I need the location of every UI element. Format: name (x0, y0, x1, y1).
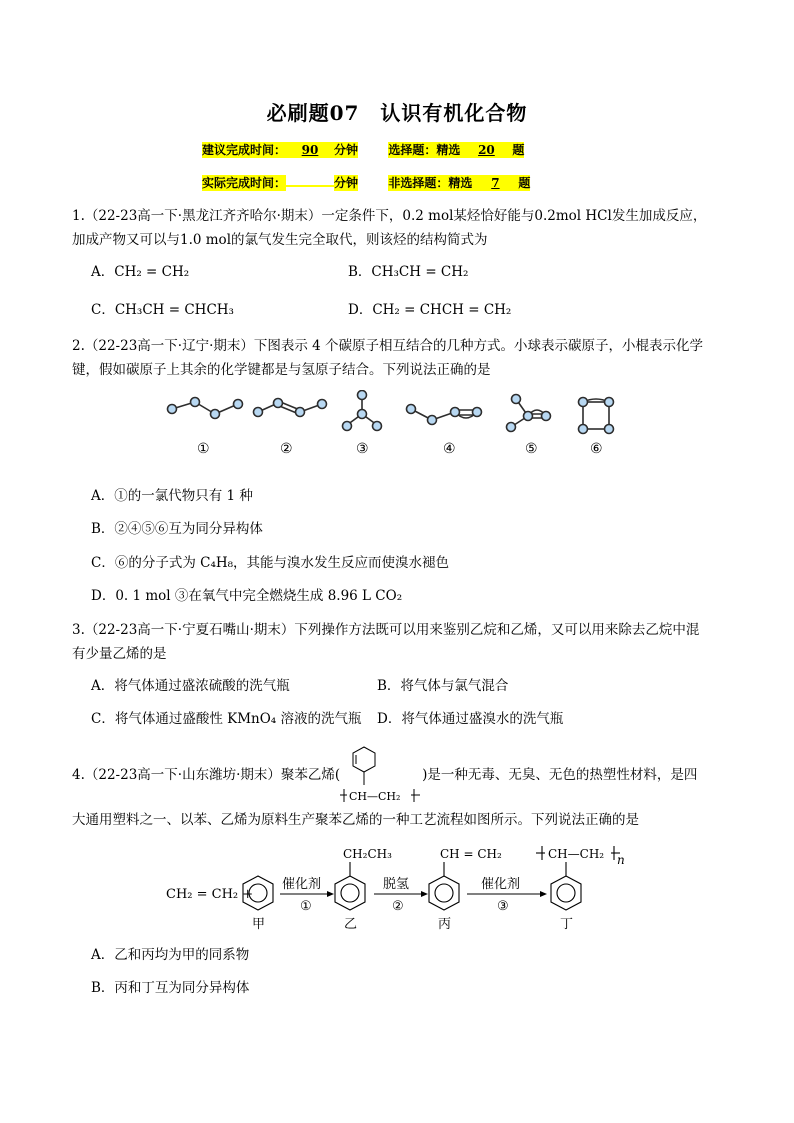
label-yi: 乙 (344, 917, 358, 932)
skeleton-label-4: ④ (443, 441, 456, 457)
q3-option-a: A．将气体通过盛浓硫酸的洗气瓶 (91, 678, 290, 694)
inline-formula-text: CH—CH₂ (349, 790, 401, 803)
skeleton-6 (579, 398, 614, 434)
polymer-n: n (617, 853, 625, 867)
suggest-time-label: 建议完成时间： (202, 143, 287, 157)
q4-text-part2: )是一种无毒、无臭、无色的热塑性材料，是四 (422, 767, 698, 783)
step3-reagent: 催化剂 (481, 877, 521, 892)
skeleton-3 (343, 391, 382, 431)
question-2 (72, 334, 732, 382)
suggest-time-value: 90 (286, 142, 334, 158)
q2-line1: 2.（22-23高一下·辽宁·期末）下图表示 4 个碳原子相互结合的几种方式。小球表示碳原子，小棍表示化学 (72, 338, 704, 354)
minute-unit-2: 分钟 (334, 176, 359, 190)
vinyl-group: CH = CH₂ (440, 847, 502, 861)
ethylene-reactant: CH₂ = CH₂ + (166, 887, 254, 902)
q2-option-b: B．②④⑤⑥互为同分异构体 (91, 521, 263, 537)
step2-num: ② (392, 899, 404, 914)
step3-num: ③ (497, 899, 509, 914)
step1-num: ① (300, 899, 312, 914)
q4-text-part1: 4.（22-23高一下·山东潍坊·期末）聚苯乙烯( (72, 767, 341, 783)
question-3 (72, 618, 732, 666)
skeleton-5 (507, 395, 551, 432)
step2-reagent: 脱氢 (383, 877, 410, 892)
skeleton-label-6: ⑥ (590, 441, 603, 457)
meta-row-suggested (202, 141, 524, 158)
carbon-skeletons-figure (0, 390, 794, 440)
q2-line2: 键，假如碳原子上其余的化学键都是与氢原子结合。下列说法正确的是 (72, 362, 491, 378)
meta-row-actual (202, 174, 530, 191)
q2-option-a: A．①的一氯代物只有 1 种 (91, 488, 253, 504)
label-bing: 丙 (438, 917, 452, 932)
label-ding: 丁 (560, 917, 574, 932)
nonchoice-count: 7 (472, 175, 518, 191)
q3-option-c: C．将气体通过盛酸性 KMnO₄ 溶液的洗气瓶 (91, 711, 362, 727)
label-jia: 甲 (252, 917, 266, 932)
actual-time-value (286, 185, 334, 187)
q1-line2: 加成产物又可以与1.0 mol的氯气发生完全取代，则该烃的结构简式为 (72, 232, 488, 248)
q1-option-d: D．CH₂ = CHCH = CH₂ (348, 302, 512, 318)
skeleton-label-5: ⑤ (525, 441, 538, 457)
skeleton-1 (168, 398, 243, 419)
polystyrene-inline-structure (340, 744, 430, 806)
skeleton-2 (254, 399, 327, 417)
q1-line1: 1.（22-23高一下·黑龙江齐齐哈尔·期末）一定条件下，0.2 mol某烃恰好能与0.2mol HCl发生加成反应， (72, 208, 707, 224)
question-1 (72, 204, 732, 252)
skeleton-4 (407, 405, 482, 425)
q4-option-b: B．丙和丁互为同分异构体 (91, 980, 250, 996)
skeleton-label-1: ① (197, 441, 210, 457)
nonchoice-label: 非选择题：精选 (388, 176, 473, 190)
minute-unit: 分钟 (334, 143, 359, 157)
q3-line1: 3.（22-23高一下·宁夏石嘴山·期末）下列操作方法既可以用来鉴别乙烷和乙烯，又可以用来除去乙烷中混 (72, 622, 700, 638)
actual-time-label: 实际完成时间： (202, 176, 287, 190)
question-unit: 题 (512, 143, 525, 157)
choice-label: 选择题：精选 (388, 143, 461, 157)
q3-line2: 有少量乙烯的是 (72, 646, 167, 662)
skeleton-label-3: ③ (356, 441, 369, 457)
polymer-group: CH—CH₂ (548, 847, 605, 861)
styrene-bing (429, 862, 459, 910)
q2-option-d: D．0. 1 mol ③在氧气中完全燃烧生成 8.96 L CO₂ (91, 588, 403, 604)
q2-option-c: C．⑥的分子式为 C₄H₈，其能与溴水发生反应而使溴水褪色 (91, 555, 450, 571)
polystyrene-flow-diagram (0, 840, 794, 935)
ethyl-group: CH₂CH₃ (343, 847, 392, 861)
skeleton-label-2: ② (280, 441, 293, 457)
choice-count: 20 (460, 142, 512, 158)
q1-option-c: C．CH₃CH = CHCH₃ (91, 302, 234, 318)
step1-reagent: 催化剂 (282, 877, 322, 892)
q4-option-a: A．乙和丙均为甲的同系物 (91, 947, 250, 963)
q3-option-d: D．将气体通过盛溴水的洗气瓶 (377, 711, 564, 727)
question-4-line2: 大通用塑料之一、以苯、乙烯为原料生产聚苯乙烯的一种工艺流程如图所示。下列说法正确的是 (72, 812, 639, 828)
question-unit-2: 题 (518, 176, 531, 190)
ethylbenzene-yi (335, 862, 365, 910)
page-title: 必刷题07 认识有机化合物 (266, 101, 528, 125)
q1-option-a: A．CH₂ = CH₂ (91, 264, 190, 280)
q3-option-b: B．将气体与氯气混合 (377, 678, 509, 694)
q1-option-b: B．CH₃CH = CH₂ (348, 264, 469, 280)
